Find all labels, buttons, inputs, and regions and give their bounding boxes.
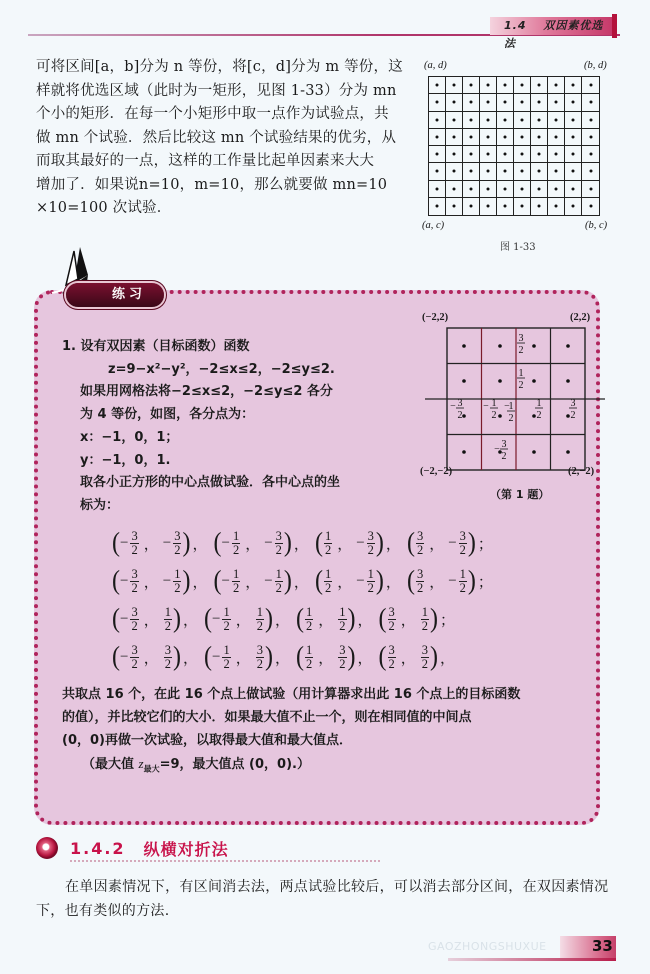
grid-cell-with-point <box>446 94 463 111</box>
exercise-figure <box>420 308 610 503</box>
coordinate-row <box>112 562 499 600</box>
coordinate-row <box>112 524 499 562</box>
grid-cell-with-point <box>565 181 582 198</box>
coordinate-point: ( $\frac{1}{2}$ ， $\frac{3}{2}$ ) ， <box>296 642 373 672</box>
fraction: $\frac{3}{2}$ <box>131 642 138 671</box>
grid-cell-with-point <box>582 146 599 163</box>
grid-cell-with-point <box>531 94 548 111</box>
fraction: $\frac{3}{2}$ <box>275 528 282 557</box>
coordinate-point: ( − $\frac{3}{2}$ ， − $\frac{3}{2}$ ) ， <box>112 528 208 558</box>
grid-cell-with-point <box>429 181 446 198</box>
grid-cell-with-point <box>531 163 548 180</box>
fraction: $\frac{1}{2}$ <box>256 604 263 633</box>
grid-cell-with-point <box>548 77 565 94</box>
grid-cell-with-point <box>446 163 463 180</box>
grid-cell-with-point <box>548 198 565 215</box>
intro-line: 增加了．如果说n=10，m=10，那么就要做 mn=10 <box>36 176 388 193</box>
svg-text:−: − <box>483 401 489 412</box>
grid-cell-with-point <box>548 163 565 180</box>
exercise-badge: 练习 <box>66 283 164 307</box>
svg-text:3: 3 <box>518 333 524 344</box>
svg-text:3: 3 <box>501 439 507 450</box>
svg-text:3: 3 <box>457 398 463 409</box>
section-heading <box>36 835 229 861</box>
grid-cell-with-point <box>531 112 548 129</box>
svg-text:1: 1 <box>518 368 524 379</box>
grid-cell-with-point <box>565 112 582 129</box>
svg-text:−: − <box>450 401 456 412</box>
grid-cell-with-point <box>429 163 446 180</box>
coordinate-point: ( $\frac{1}{2}$ ， − $\frac{3}{2}$ ) ， <box>314 528 401 558</box>
grid-cell-with-point <box>463 129 480 146</box>
section-body-paragraph: 在单因素情况下，有区间消去法，两点试验比较后，可以消去部分区间，在双因素情况下，也有类似的方法. <box>36 879 609 919</box>
center-point-coordinates <box>112 524 499 676</box>
grid-cell-with-point <box>429 112 446 129</box>
coordinate-point: ( $\frac{3}{2}$ ， $\frac{1}{2}$ ) ； <box>378 604 456 634</box>
fraction: $\frac{1}{2}$ <box>421 604 429 633</box>
coordinate-point: ( − $\frac{1}{2}$ ， $\frac{3}{2}$ ) ， <box>204 642 290 672</box>
fraction: $\frac{1}{2}$ <box>174 566 181 595</box>
coordinate-point: ( − $\frac{1}{2}$ ， − $\frac{3}{2}$ ) ， <box>213 528 309 558</box>
grid-cell-with-point <box>514 77 531 94</box>
fraction: $\frac{1}{2}$ <box>339 604 346 633</box>
coordinate-row <box>112 638 499 676</box>
grid-cell-with-point <box>497 112 514 129</box>
fraction: $\frac{3}{2}$ <box>388 604 395 633</box>
grid-cell-with-point <box>497 163 514 180</box>
coordinate-point: ( − $\frac{3}{2}$ ， $\frac{1}{2}$ ) ， <box>112 604 198 634</box>
fraction: $\frac{3}{2}$ <box>421 642 429 671</box>
coordinate-point: ( − $\frac{3}{2}$ ， $\frac{3}{2}$ ) ， <box>112 642 198 672</box>
corner-label-top-right: (b, d) <box>584 60 607 71</box>
answer-line <box>62 752 602 781</box>
grid-cell-with-point <box>429 198 446 215</box>
fraction: $\frac{3}{2}$ <box>388 642 395 671</box>
grid-cell-with-point <box>446 77 463 94</box>
figure-grid <box>428 76 600 216</box>
conclusion-line: (0，0)再做一次试验，以取得最大值和最大值点． <box>62 733 352 748</box>
grid-cell-with-point <box>548 181 565 198</box>
grid-cell-with-point <box>548 146 565 163</box>
svg-text:2: 2 <box>518 345 524 356</box>
grid-cell-with-point <box>582 112 599 129</box>
fraction: $\frac{1}{2}$ <box>232 528 240 557</box>
grid-cell-with-point <box>446 181 463 198</box>
fraction: $\frac{1}{2}$ <box>324 566 332 595</box>
fraction: $\frac{3}{2}$ <box>164 642 171 671</box>
grid-cell-with-point <box>463 163 480 180</box>
section-title: 纵横对折法 <box>143 839 229 859</box>
grid-cell-with-point <box>548 112 565 129</box>
question-line: 1. 设有双因素（目标函数）函数 <box>62 339 250 354</box>
grid-cell-with-point <box>565 77 582 94</box>
grid-cell-with-point <box>497 77 514 94</box>
corner-label-top-left: (−2,2) <box>422 312 449 323</box>
grid-cell-with-point <box>565 129 582 146</box>
svg-text:2: 2 <box>518 380 524 391</box>
coordinate-point: ( $\frac{1}{2}$ ， − $\frac{1}{2}$ ) ， <box>314 566 401 596</box>
grid-cell-with-point <box>497 94 514 111</box>
grid-cell-with-point <box>446 129 463 146</box>
grid-cell-with-point <box>582 129 599 146</box>
grid-cell-with-point <box>446 112 463 129</box>
grid-cell-with-point <box>497 146 514 163</box>
fraction: $\frac{3}{2}$ <box>131 528 138 557</box>
grid-cell-with-point <box>514 112 531 129</box>
grid-cell-with-point <box>565 198 582 215</box>
corner-label-bottom-left: (−2,−2) <box>420 466 453 477</box>
grid-cell-with-point <box>429 94 446 111</box>
grid-diagram <box>420 308 610 483</box>
exercise-conclusion <box>62 683 602 781</box>
grid-cell-with-point <box>514 129 531 146</box>
fraction: $\frac{1}{2}$ <box>223 604 230 633</box>
grid-cell-with-point <box>565 146 582 163</box>
grid-cell-with-point <box>446 198 463 215</box>
answer-subscript: 最大 <box>143 764 160 774</box>
grid-cell-with-point <box>548 129 565 146</box>
coordinate-point: ( $\frac{3}{2}$ ， − $\frac{1}{2}$ ) ； <box>406 566 493 596</box>
svg-text:1: 1 <box>536 398 542 409</box>
grid-cell-with-point <box>514 198 531 215</box>
coordinate-point: ( − $\frac{1}{2}$ ， − $\frac{1}{2}$ ) ， <box>213 566 309 596</box>
corner-label-top-right: (2,2) <box>570 312 591 323</box>
grid-cell-with-point <box>463 181 480 198</box>
fraction: $\frac{3}{2}$ <box>174 528 181 557</box>
fraction: $\frac{1}{2}$ <box>367 566 374 595</box>
intro-line: 而取其最好的一点，这样的工作量比起单因素来大大 <box>36 153 375 169</box>
conclusion-line: 共取点 16 个，在此 16 个点上做试验（用计算器求出此 16 个点上的目标函数 <box>62 687 521 702</box>
question-line: 为 4 等份，如图，各分点为： <box>80 407 255 423</box>
grid-cell-with-point <box>565 94 582 111</box>
fraction: $\frac{1}{2}$ <box>223 642 230 671</box>
fraction: $\frac{3}{2}$ <box>416 566 424 595</box>
svg-text:2: 2 <box>536 410 542 421</box>
grid-cell-with-point <box>582 181 599 198</box>
page-number: 33 <box>592 937 613 955</box>
svg-text:1: 1 <box>508 401 514 412</box>
fraction: $\frac{1}{2}$ <box>164 604 171 633</box>
coordinate-row <box>112 600 499 638</box>
svg-text:2: 2 <box>501 451 507 462</box>
question-line: 标为： <box>80 497 120 513</box>
function-definition: z=9−x²−y²，−2≤x≤2，−2≤y≤2. <box>108 361 335 377</box>
grid-cell-with-point <box>514 181 531 198</box>
fraction: $\frac{1}{2}$ <box>324 528 332 557</box>
fraction: $\frac{3}{2}$ <box>131 604 138 633</box>
answer-prefix: （最大值 <box>82 757 139 772</box>
fraction: $\frac{3}{2}$ <box>339 642 346 671</box>
grid-cell-with-point <box>480 94 497 111</box>
fraction: $\frac{1}{2}$ <box>306 642 313 671</box>
svg-text:2: 2 <box>491 410 497 421</box>
svg-text:2: 2 <box>508 413 514 424</box>
intro-line: 个小的矩形．在每一个小矩形中取一点作为试验点，共 <box>36 106 389 122</box>
fraction: $\frac{1}{2}$ <box>275 566 282 595</box>
grid-cell-with-point <box>480 163 497 180</box>
svg-text:1: 1 <box>491 398 497 409</box>
grid-cell-with-point <box>531 77 548 94</box>
grid-cell-with-point <box>582 198 599 215</box>
grid-cell-with-point <box>531 129 548 146</box>
grid-cell-with-point <box>514 146 531 163</box>
grid-cell-with-point <box>446 146 463 163</box>
header-section-title: 双因素优选法 <box>504 19 604 50</box>
grid-cell-with-point <box>582 94 599 111</box>
corner-label-bottom-right: (2,−2) <box>568 466 595 477</box>
grid-cell-with-point <box>582 163 599 180</box>
grid-cell-with-point <box>429 77 446 94</box>
y-division-points: y：−1，0，1. <box>80 452 171 468</box>
answer-variable: z <box>138 756 144 771</box>
grid-cell-with-point <box>531 198 548 215</box>
intro-paragraph <box>36 56 408 221</box>
exercise-question <box>62 336 407 518</box>
svg-text:2: 2 <box>457 410 463 421</box>
grid-cell-with-point <box>480 129 497 146</box>
svg-text:2: 2 <box>570 410 576 421</box>
grid-cell-with-point <box>463 94 480 111</box>
coordinate-point: ( − $\frac{1}{2}$ ， $\frac{1}{2}$ ) ， <box>204 604 290 634</box>
grid-cell-with-point <box>463 198 480 215</box>
grid-cell-with-point <box>497 129 514 146</box>
grid-cell-with-point <box>480 112 497 129</box>
fraction: $\frac{1}{2}$ <box>459 566 466 595</box>
intro-line: 可将区间[a，b]分为 n 等份，将[c，d]分为 m 等份，这 <box>36 59 403 75</box>
fraction: $\frac{3}{2}$ <box>131 566 138 595</box>
footer-label: GAOZHONGSHUXUE <box>428 940 547 953</box>
grid-cell-with-point <box>531 181 548 198</box>
svg-text:3: 3 <box>570 398 576 409</box>
grid-cell-with-point <box>531 146 548 163</box>
svg-text:−: − <box>494 444 500 455</box>
fraction: $\frac{1}{2}$ <box>306 604 313 633</box>
grid-cell-with-point <box>480 198 497 215</box>
intro-line: ×10=100 次试验． <box>36 200 172 216</box>
coordinate-point: ( $\frac{3}{2}$ ， $\frac{3}{2}$ ) ， <box>378 642 456 672</box>
figure-1-33 <box>420 58 620 258</box>
svg-text:−: − <box>504 401 510 412</box>
grid-cell-with-point <box>582 77 599 94</box>
question-line: 如果用网格法将−2≤x≤2，−2≤y≤2 各分 <box>80 384 333 400</box>
coordinate-point: ( $\frac{1}{2}$ ， $\frac{1}{2}$ ) ， <box>296 604 373 634</box>
grid-cell-with-point <box>429 129 446 146</box>
corner-label-bottom-left: (a, c) <box>422 220 445 231</box>
header-section-number: 1.4 <box>504 19 527 32</box>
section-number: 1.4.2 <box>70 838 126 858</box>
corner-label-bottom-right: (b, c) <box>585 220 608 231</box>
grid-cell-with-point <box>548 94 565 111</box>
question-line: 取各小正方形的中心点做试验．各中心点的坐 <box>80 475 341 491</box>
fraction: $\frac{3}{2}$ <box>367 528 374 557</box>
answer-suffix: =9，最大值点 (0，0).） <box>159 757 310 772</box>
coordinate-point: ( − $\frac{3}{2}$ ， − $\frac{1}{2}$ ) ， <box>112 566 208 596</box>
coordinate-point: ( $\frac{3}{2}$ ， − $\frac{3}{2}$ ) ； <box>406 528 493 558</box>
section-bullet-icon <box>36 837 58 859</box>
grid-cell-with-point <box>497 198 514 215</box>
conclusion-line: 的值），并比较它们的大小．如果最大值不止一个，则在相同值的中间点 <box>62 710 472 725</box>
intro-line: 做 mn 个试验．然后比较这 mn 个试验结果的优劣，从 <box>36 129 397 146</box>
grid-cell-with-point <box>514 94 531 111</box>
grid-cell-with-point <box>463 146 480 163</box>
fraction: $\frac{1}{2}$ <box>232 566 240 595</box>
running-header <box>490 17 612 50</box>
footer-rule <box>448 958 616 961</box>
grid-cell-with-point <box>514 163 531 180</box>
figure-caption: 图 1-33 <box>500 242 536 253</box>
x-division-points: x：−1，0，1； <box>80 429 179 445</box>
grid-cell-with-point <box>565 163 582 180</box>
grid-cell-with-point <box>463 77 480 94</box>
fraction: $\frac{3}{2}$ <box>459 528 466 557</box>
grid-cell-with-point <box>463 112 480 129</box>
figure-caption: （第 1 题） <box>490 488 550 501</box>
corner-label-top-left: (a, d) <box>424 60 447 71</box>
fraction: $\frac{3}{2}$ <box>416 528 424 557</box>
fraction: $\frac{3}{2}$ <box>256 642 263 671</box>
intro-line: 样就将优选区域（此时为一矩形，见图 1-33）分为 mn <box>36 82 397 99</box>
grid-cell-with-point <box>480 146 497 163</box>
grid-cell-with-point <box>480 77 497 94</box>
header-marker <box>612 14 617 38</box>
section-underline <box>70 860 380 862</box>
grid-cell-with-point <box>429 146 446 163</box>
grid-cell-with-point <box>497 181 514 198</box>
grid-cell-with-point <box>480 181 497 198</box>
